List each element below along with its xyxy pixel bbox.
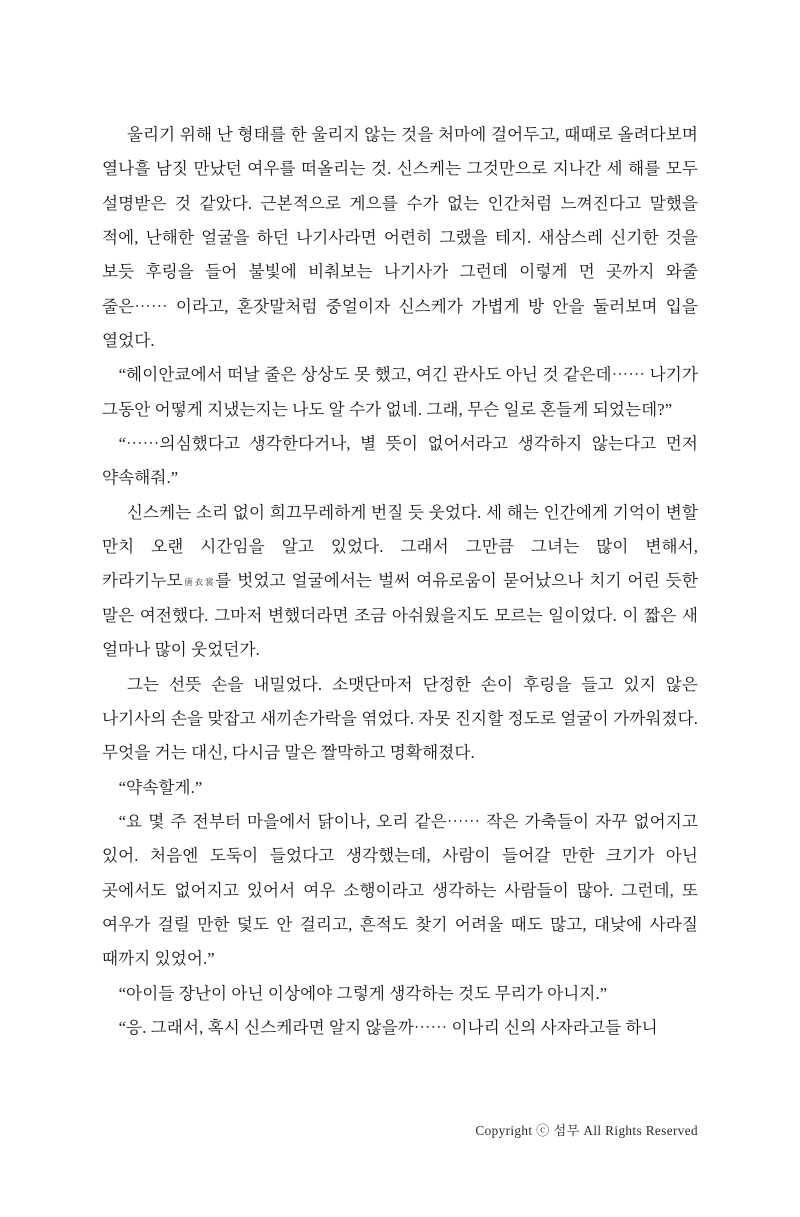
paragraph-8: “아이들 장난이 아닌 이상에야 그렇게 생각하는 것도 무리가 아니지.” (118, 983, 608, 1003)
paragraph-1: 울리기 위해 난 형태를 한 울리지 않는 것을 처마에 걸어두고, 때때로 올려다보며 열나흘 남짓 만났던 여우를 떠올리는 것. 신스케는 그것만으로 지나간 세 해를 모두 설명받은 것 같았다. 근본적으로 게으를 수가 없는 인간처럼 느껴진다고 말했을 적에, 난해한 얼굴을 하던 나기사라면 어련히 그랬을 테지. 새삼스레 신기한 것을 보듯 후링을 들어 불빛에 비춰보는 나기사가 그런데 이렇게 먼 곳까지 와줄 줄은⋯⋯ 이라고, 혼잣말처럼 중얼이자 신스케가 가볍게 방 안을 둘러보며 입을 열었다. (102, 125, 698, 351)
ruby-annotation-karaginumo: 唐衣裳 (182, 577, 216, 588)
paragraph-5: 그는 선뜻 손을 내밀었다. 소맷단마저 단정한 손이 후링을 들고 있지 않은 나기사의 손을 맞잡고 새끼손가락을 엮었다. 자못 진지할 정도로 얼굴이 가까워졌다. 무엇을 거는 대신, 다시금 말은 짤막하고 명확해졌다. (102, 674, 698, 763)
paragraph-2: “헤이안쿄에서 떠날 줄은 상상도 못 했고, 여긴 관사도 아닌 것 같은데⋯⋯ 나기가 그동안 어떻게 지냈는지는 나도 알 수가 없네. 그래, 무슨 일로 혼들게 되었는데?” (102, 365, 698, 419)
paragraph-7: “요 몇 주 전부터 마을에서 닭이나, 오리 같은⋯⋯ 작은 가축들이 자꾸 없어지고 있어. 처음엔 도둑이 들었다고 생각했는데, 사람이 들어갈 만한 크기가 아닌 곳에서도 없어지고 있어서 여우 소행이라고 생각하는 사람들이 많아. 그런데, 또 여우가 걸릴 만한 덫도 안 걸리고, 흔적도 찾기 어려울 때도 많고, 대낮에 사라질 때까지 있었어.” (102, 811, 698, 969)
paragraph-3: “⋯⋯의심했다고 생각한다거나, 별 뜻이 없어서라고 생각하지 않는다고 먼저 약속해줘.” (102, 434, 698, 488)
paragraph-4-text-after: 를 벗었고 얼굴에서는 벌써 여유로움이 묻어났으나 치기 어린 듯한 말은 여전했다. 그마저 변했더라면 조금 아쉬웠을지도 모르는 일이었다. 이 짧은 새 얼마나 많이 웃었던가. (102, 571, 698, 660)
paragraph-6: “약속할게.” (118, 777, 203, 797)
page-body (102, 118, 698, 1045)
paragraph-9: “응. 그래서, 혹시 신스케라면 알지 않을까⋯⋯ 이나리 신의 사자라고들 하니 (118, 1017, 658, 1037)
paragraph-4-text-before: 신스케는 소리 없이 희끄무레하게 번질 듯 웃었다. 세 해는 인간에게 기억이 변할 만치 오랜 시간임을 알고 있었다. 그래서 그만큼 그녀는 많이 변해서, 카라기누모 (102, 502, 698, 591)
paragraph-4 (102, 496, 698, 668)
copyright-notice: Copyright ⓒ 섬무 All Rights Reserved (475, 1123, 698, 1138)
